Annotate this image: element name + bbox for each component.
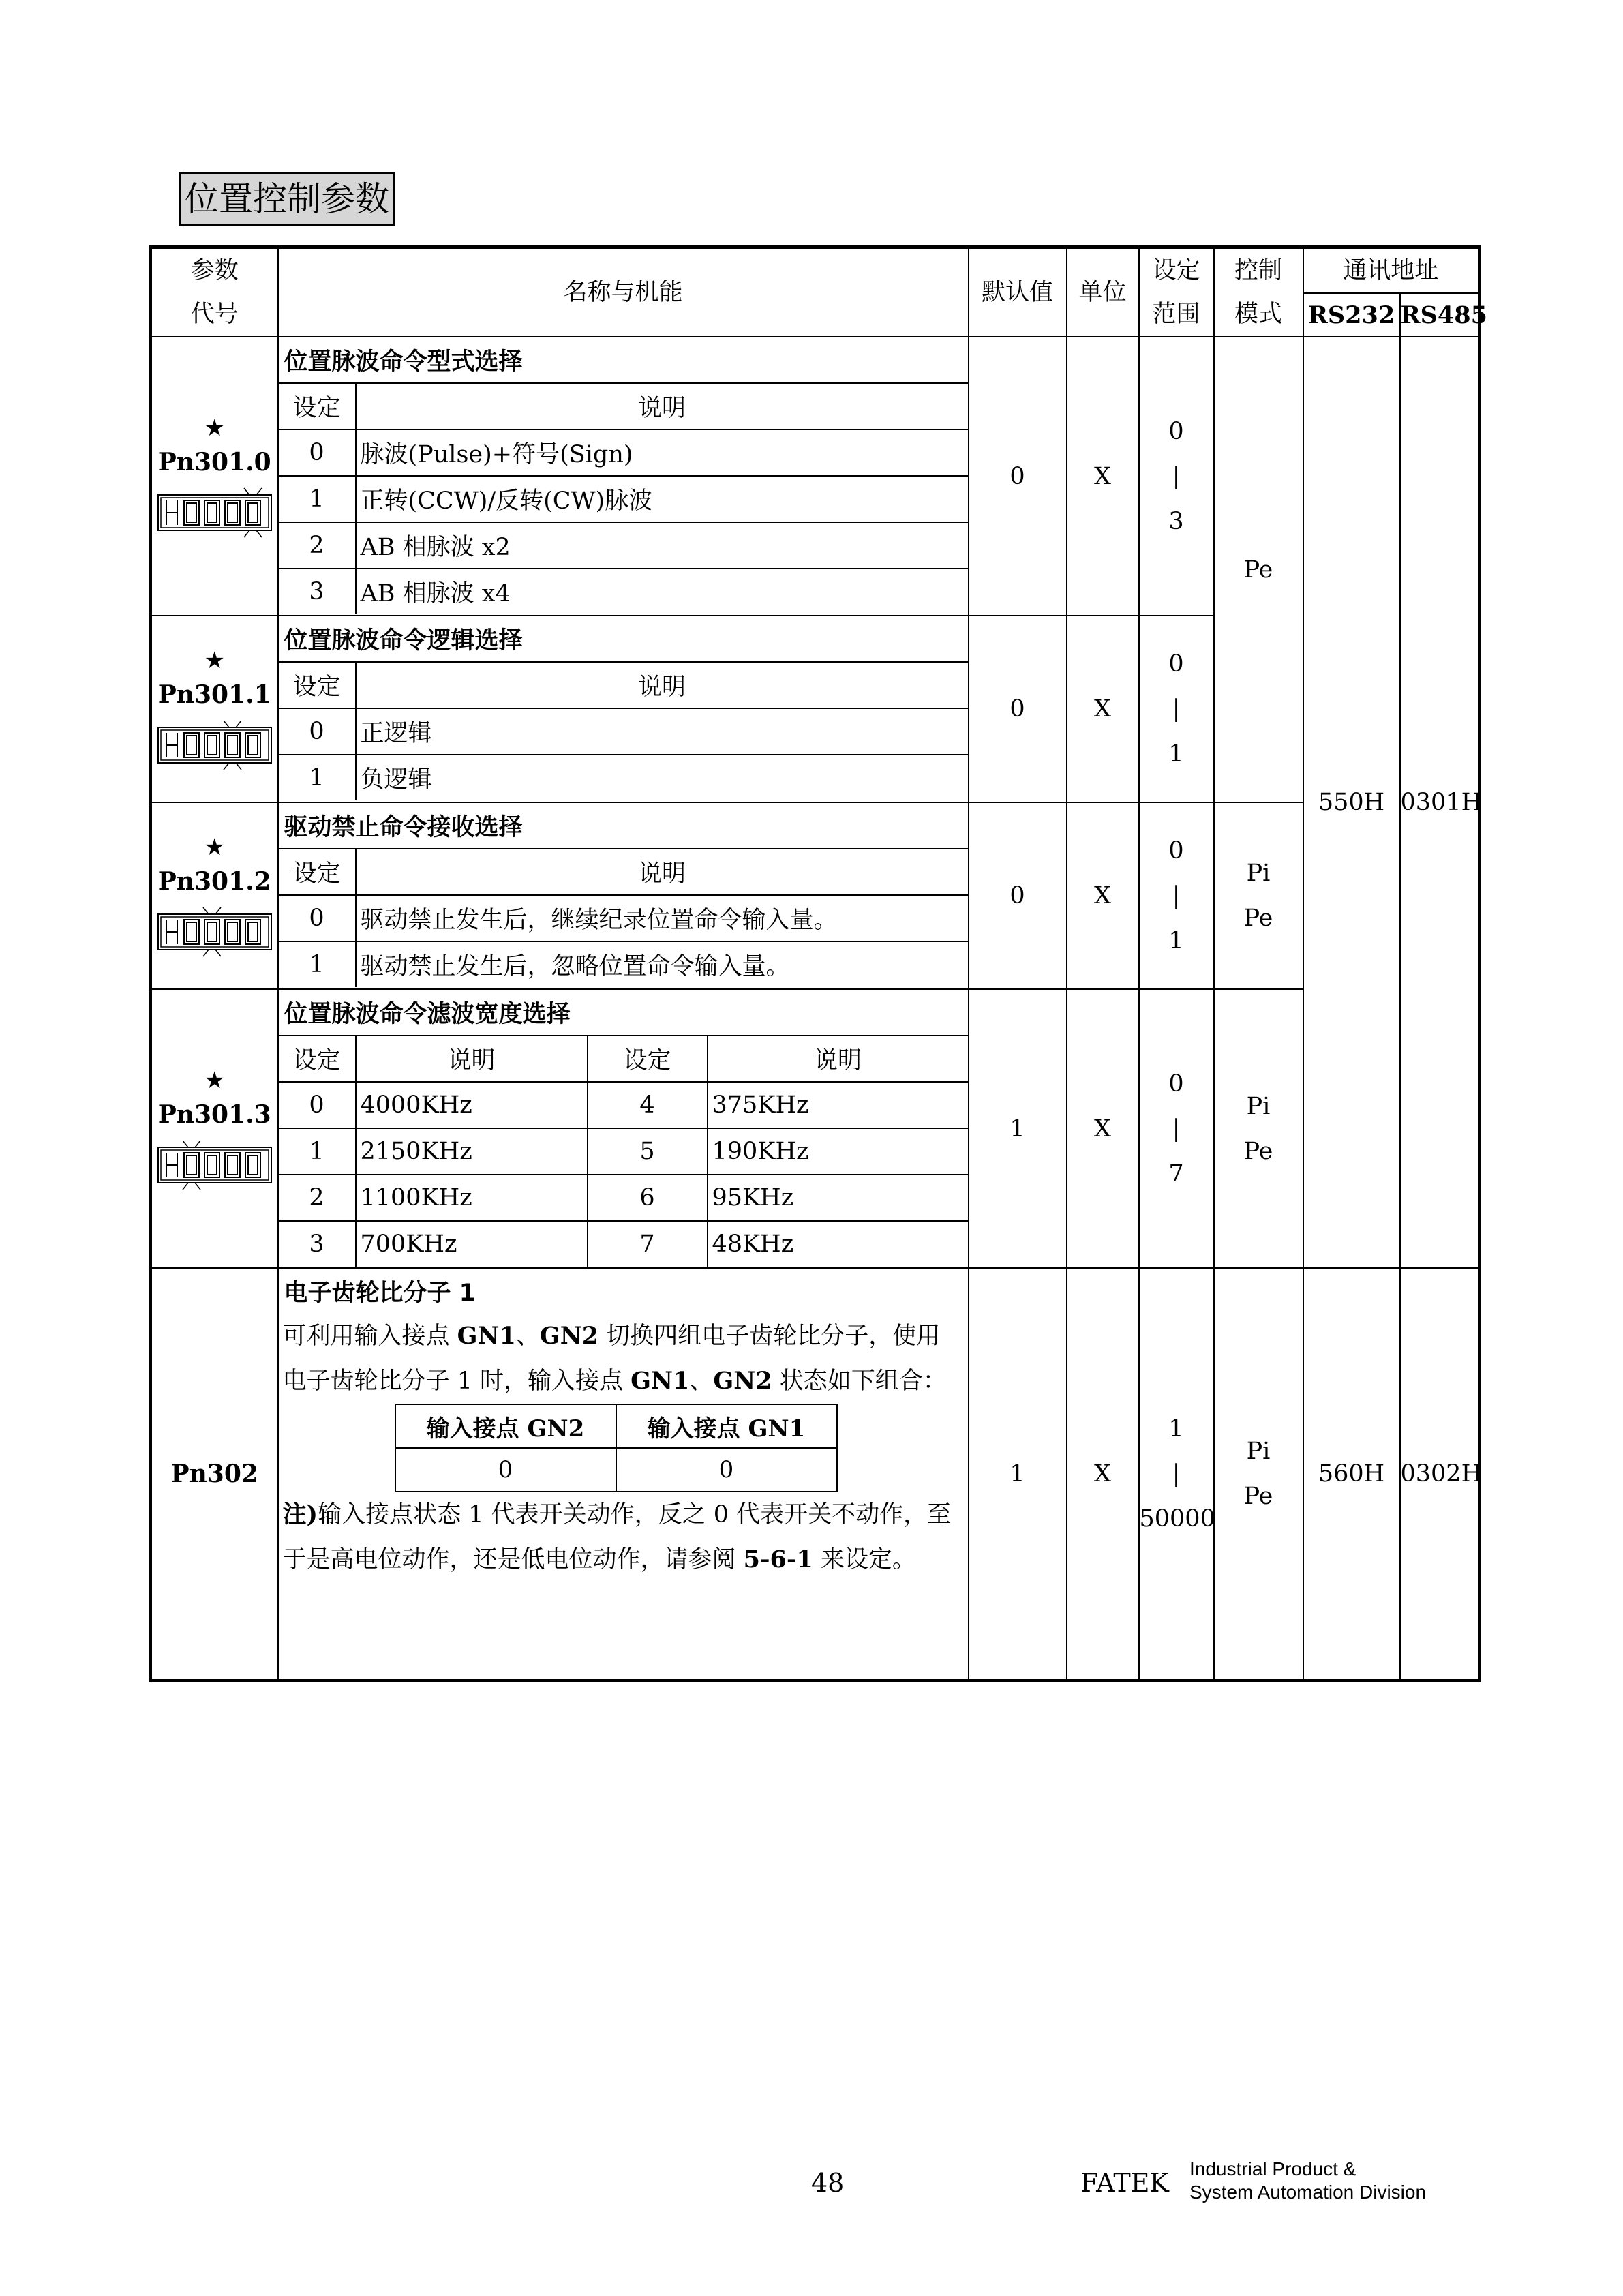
col-setting: 设定 — [279, 849, 356, 895]
rs232-address: 550H — [1303, 337, 1400, 1268]
col-setting: 设定 — [279, 1036, 356, 1082]
param-function-cell — [278, 616, 969, 802]
option-row — [279, 1128, 968, 1175]
gn2-header: 输入接点 GN2 — [395, 1404, 616, 1448]
gn-state-table — [395, 1404, 838, 1492]
option-desc: 正逻辑 — [356, 708, 968, 755]
option-row — [279, 1221, 968, 1267]
option-value: 1 — [279, 755, 356, 800]
unit-value: X — [1067, 337, 1139, 616]
gn1-header: 输入接点 GN1 — [616, 1404, 837, 1448]
option-value: 3 — [279, 569, 356, 614]
default-value: 0 — [969, 616, 1067, 802]
default-value: 1 — [969, 1268, 1067, 1680]
mode-value: Pi Pe — [1214, 989, 1303, 1268]
footer-brand-sub2: System Automation Division — [1189, 2181, 1427, 2203]
header-rs485: RS485 — [1400, 293, 1480, 337]
param-function-cell — [278, 337, 969, 616]
param-code-cell: ★ Pn301.2 — [151, 802, 278, 989]
lcd-display-icon — [157, 487, 273, 539]
option-desc: 正转(CCW)/反转(CW)脉波 — [356, 476, 968, 522]
lcd-display-icon — [157, 906, 273, 958]
param-code: Pn301.0 — [157, 447, 271, 477]
header-rs232: RS232 — [1303, 293, 1400, 337]
option-desc: 48KHz — [708, 1221, 968, 1267]
unit-value: X — [1067, 989, 1139, 1268]
option-desc: 95KHz — [708, 1175, 968, 1221]
option-value: 0 — [279, 708, 356, 755]
option-value: 2 — [279, 1175, 356, 1221]
header-comm: 通讯地址 — [1303, 247, 1480, 294]
option-value: 7 — [588, 1221, 708, 1267]
option-desc: 驱动禁止发生后，忽略位置命令输入量。 — [356, 941, 968, 987]
footer-brand-sub1: Industrial Product & — [1189, 2158, 1356, 2179]
param-name: 位置脉波命令逻辑选择 — [279, 616, 968, 662]
footer-brand: FATEK — [1080, 2168, 1169, 2198]
param-code: Pn301.2 — [157, 867, 271, 896]
option-value: 5 — [588, 1128, 708, 1175]
option-value: 3 — [279, 1221, 356, 1267]
gn1-value: 0 — [616, 1448, 837, 1492]
option-value: 0 — [279, 429, 356, 476]
param-function-cell — [278, 1268, 969, 1680]
option-desc: 驱动禁止发生后，继续纪录位置命令输入量。 — [356, 895, 968, 941]
range-value: 0 | 1 — [1139, 802, 1214, 989]
mode-value: Pe — [1214, 337, 1303, 802]
option-row — [279, 1175, 968, 1221]
option-row — [279, 941, 968, 987]
col-setting: 设定 — [279, 662, 356, 708]
unit-value: X — [1067, 1268, 1139, 1680]
option-desc: 脉波(Pulse)+符号(Sign) — [356, 429, 968, 476]
option-value: 0 — [279, 1082, 356, 1128]
col-setting: 设定 — [588, 1036, 708, 1082]
lcd-display-icon — [157, 719, 273, 771]
param-code-cell — [151, 1268, 278, 1680]
option-row — [279, 429, 968, 476]
option-value: 0 — [279, 895, 356, 941]
header-unit: 单位 — [1067, 247, 1139, 337]
option-desc: 4000KHz — [356, 1082, 588, 1128]
param-function-cell — [278, 802, 969, 989]
param-name: 位置脉波命令滤波宽度选择 — [279, 990, 968, 1036]
default-value: 1 — [969, 989, 1067, 1268]
rs485-address: 0301H — [1400, 337, 1480, 1268]
param-name: 位置脉波命令型式选择 — [279, 337, 968, 383]
rs232-address: 560H — [1303, 1268, 1400, 1680]
header-range: 设定 范围 — [1139, 247, 1214, 337]
range-value: 1 | 50000 — [1139, 1268, 1214, 1680]
param-code-cell: ★ Pn301.1 — [151, 616, 278, 802]
param-code-cell: ★ Pn301.0 — [151, 337, 278, 616]
rs485-address: 0302H — [1400, 1268, 1480, 1680]
param-code: Pn301.3 — [157, 1100, 271, 1129]
header-name: 名称与机能 — [278, 247, 969, 337]
param-name: 电子齿轮比分子 1 — [284, 1280, 476, 1307]
col-desc: 说明 — [356, 849, 968, 895]
lcd-display-icon — [157, 1139, 273, 1191]
param-description: 可利用输入接点 GN1、GN2 切换四组电子齿轮比分子，使用电子齿轮比分子 1 时，输入接点 GN1、GN2 状态如下组合： — [282, 1322, 947, 1395]
default-value: 0 — [969, 337, 1067, 616]
unit-value: X — [1067, 802, 1139, 989]
option-row — [279, 476, 968, 522]
option-value: 1 — [279, 476, 356, 522]
option-desc: 700KHz — [356, 1221, 588, 1267]
gn2-value: 0 — [395, 1448, 616, 1492]
page-title: 位置控制参数 — [179, 172, 395, 226]
param-code-cell: ★ Pn301.3 — [151, 989, 278, 1268]
col-desc: 说明 — [356, 383, 968, 429]
col-desc: 说明 — [356, 662, 968, 708]
page-number: 48 — [811, 2168, 845, 2198]
option-row — [279, 569, 968, 614]
parameter-table — [149, 245, 1487, 1682]
header-code: 参数 代号 — [151, 247, 278, 337]
unit-value: X — [1067, 616, 1139, 802]
option-desc: 190KHz — [708, 1128, 968, 1175]
option-value: 1 — [279, 1128, 356, 1175]
option-row — [279, 895, 968, 941]
option-value: 2 — [279, 522, 356, 569]
range-value: 0 | 7 — [1139, 989, 1214, 1268]
mode-value: Pi Pe — [1214, 1268, 1303, 1680]
option-row — [279, 522, 968, 569]
param-note: 注)输入接点状态 1 代表开关动作，反之 0 代表开关不动作，至于是高电位动作，还是低电位动作，请参阅 5-6-1 来设定。 — [282, 1500, 952, 1573]
range-value: 0 | 3 — [1139, 337, 1214, 616]
option-desc: 375KHz — [708, 1082, 968, 1128]
option-desc: 负逻辑 — [356, 755, 968, 800]
option-desc: 2150KHz — [356, 1128, 588, 1175]
col-setting: 设定 — [279, 383, 356, 429]
option-value: 6 — [588, 1175, 708, 1221]
option-desc: 1100KHz — [356, 1175, 588, 1221]
option-row — [279, 1082, 968, 1128]
option-desc: AB 相脉波 x2 — [356, 522, 968, 569]
param-code: Pn302 — [170, 1459, 258, 1488]
param-code: Pn301.1 — [157, 680, 271, 709]
mode-value: Pi Pe — [1214, 802, 1303, 989]
option-row — [279, 708, 968, 755]
option-value: 4 — [588, 1082, 708, 1128]
range-value: 0 | 1 — [1139, 616, 1214, 802]
option-desc: AB 相脉波 x4 — [356, 569, 968, 614]
param-name: 驱动禁止命令接收选择 — [279, 803, 968, 849]
col-desc: 说明 — [708, 1036, 968, 1082]
default-value: 0 — [969, 802, 1067, 989]
param-function-cell — [278, 989, 969, 1268]
option-row — [279, 755, 968, 800]
option-value: 1 — [279, 941, 356, 987]
header-default: 默认值 — [969, 247, 1067, 337]
col-desc: 说明 — [356, 1036, 588, 1082]
header-mode: 控制 模式 — [1214, 247, 1303, 337]
